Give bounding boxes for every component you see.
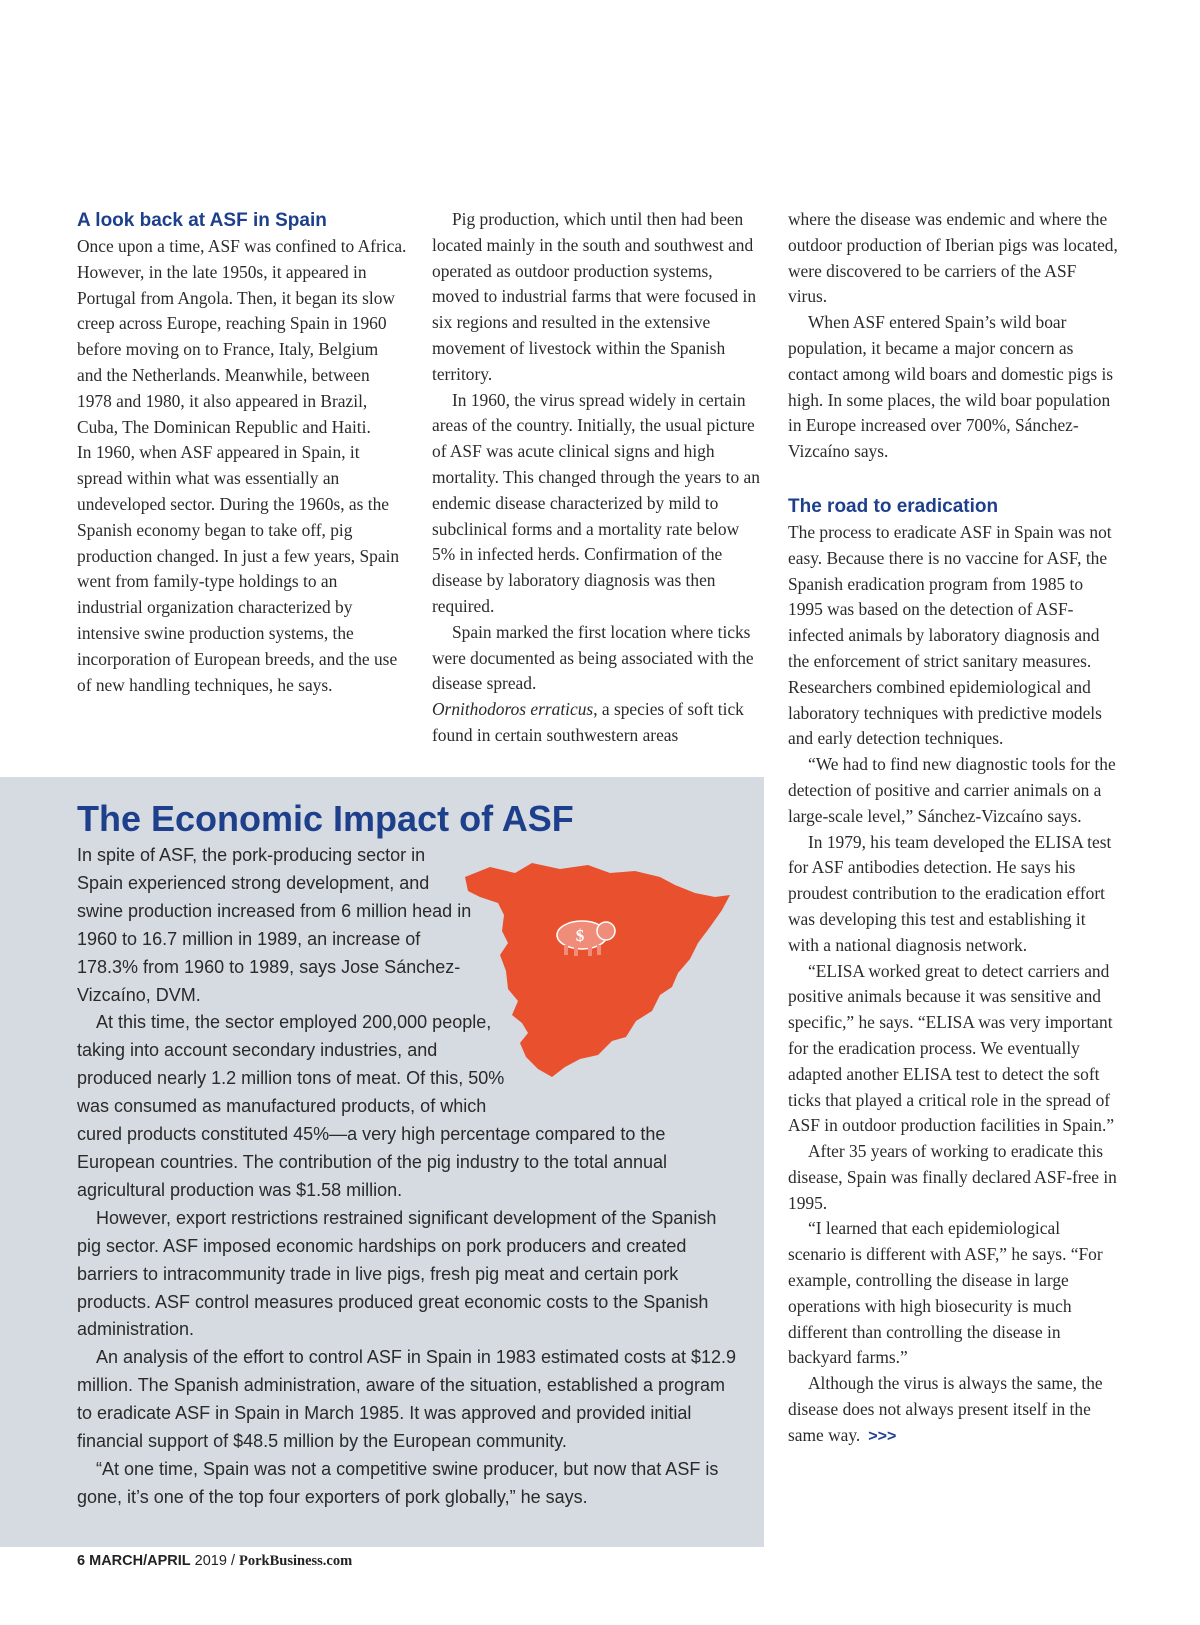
pig-leg [564, 945, 568, 955]
paragraph: Pig production, which until then had been located mainly in the south and southwest and operated as outdoor production systems, moved to industrial farms that were focused in six regions and resulted in the extensive movement of livestock within the Spanish territory. [432, 209, 757, 384]
paragraph: The process to eradicate ASF in Spain was not easy. Because there is no vaccine for ASF, the Spanish eradication program from 1985 to 1995 was based on the detection of ASF-infected animals by laboratory diagnosis and the enforcement of strict sanitary measures. Researchers combined epidemiological and laboratory techniques with predictive models and early detection techniques. [788, 521, 1112, 749]
paragraph: “We had to find new diagnostic tools for the detection of positive and carrier animals on a large-scale level,” Sánchez-Vizcaíno says. [788, 754, 1116, 826]
species-name: Ornithodoros erraticus [432, 699, 594, 720]
pig-leg [574, 946, 578, 956]
paragraph: Once upon a time, ASF was confined to Africa. However, in the late 1950s, it appeared in Portugal from Angola. Then, it began its slow creep across Europe, reaching Spain in 1960 before moving on to France, Italy, Belgium and the Netherlands. Meanwhile, between 1978 and 1980, it also appeared in Brazil, Cuba, The Dominican Republic and Haiti. [77, 236, 407, 437]
paragraph: In 1979, his team developed the ELISA test for ASF antibodies detection. He says his proudest contribution to the eradication effort was developing this test and establishing it with a national diagnosis network. [788, 831, 1112, 955]
paragraph: However, export restrictions restrained significant development of the Spanish pig sector. ASF imposed economic hardships on pork producers and created barriers to intracommunity trade in live pigs, fresh pig meat and certain pork products. ASF control measures produced great economic costs to the Spanish administration. [77, 1207, 717, 1340]
paragraph: where the disease was endemic and where the outdoor production of Iberian pigs was located, were discovered to be carriers of the ASF virus. [788, 209, 1118, 307]
paragraph: An analysis of the effort to control ASF in Spain in 1983 estimated costs at $12.9 million. The Spanish administration, aware of the situation, established a program to eradicate ASF in Spain in March 1985. It was approved and provided initial financial support of $48.5 million by the European community. [77, 1347, 737, 1452]
column-2 [432, 207, 762, 749]
paragraph: When ASF entered Spain’s wild boar population, it became a major concern as contact among wild boars and domestic pigs is high. In some places, the wild boar population in Europe increased over 700%, Sánchez-Vizcaíno says. [788, 312, 1114, 462]
paragraph [432, 697, 762, 749]
last-paragraph-text: Although the virus is always the same, the disease does not always present itself in the same way. [788, 1373, 1103, 1445]
column-3 [788, 207, 1118, 1450]
pig-leg [588, 946, 592, 956]
spain-shape [465, 863, 730, 1077]
site-name: PorkBusiness.com [239, 1553, 353, 1569]
column-1 [77, 207, 407, 698]
paragraph: “I learned that each epidemiological scenario is different with ASF,” he says. “For example, controlling the disease in large operations with high biosecurity is much different than controlling the disease in backyard farms.” [788, 1218, 1103, 1368]
page-footer [77, 1553, 352, 1570]
continue-arrow-icon: >>> [868, 1427, 897, 1445]
paragraph: After 35 years of working to eradicate this disease, Spain was finally declared ASF-free in 1995. [788, 1141, 1117, 1213]
paragraph: At this time, the sector employed 200,000 people, taking into account secondary industries, and produced nearly 1.2 million tons of meat. Of this, 50% was consumed as manufactured products, of which cured products constituted 45%—a very high percentage compared to the European countries. The contribution of the pig industry to the total annual agricultural production was $1.58 million. [77, 1012, 668, 1200]
paragraph: In 1960, the virus spread widely in certain areas of the country. Initially, the usual picture of ASF was acute clinical signs and high mortality. This changed through the years to an endemic disease characterized by mild to subclinical forms and a mortality rate below 5% in infected herds. Confirmation of the disease by laboratory diagnosis was then required. [432, 389, 760, 616]
issue-year: 2019 [194, 1553, 227, 1569]
issue-label: MARCH/APRIL [89, 1553, 191, 1569]
footer-separator: / [230, 1553, 235, 1569]
sidebar-title: The Economic Impact of ASF [77, 798, 574, 839]
pig-dollar-sign: $ [575, 926, 585, 945]
paragraph: In 1960, when ASF appeared in Spain, it spread within what was essentially an undeveloped sector. During the 1960s, as the Spanish economy began to take off, pig production changed. In just a few years, Spain went from family-type holdings to an industrial organization characterized by intensive swine production systems, the incorporation of European breeds, and the use of new handling techniques, he says. [77, 442, 400, 695]
spain-map-icon [460, 855, 740, 1087]
section-heading-road-to-eradication: The road to eradication [788, 495, 999, 517]
section-heading-asf-in-spain: A look back at ASF in Spain [77, 210, 327, 231]
pig-head [597, 922, 615, 940]
species-description: , a species of soft tick found in certain southwestern areas [432, 699, 744, 745]
paragraph: “At one time, Spain was not a competitive swine producer, but now that ASF is gone, it’s one of the top four exporters of pork globally,” he says. [77, 1458, 719, 1507]
page-number: 6 [77, 1553, 86, 1569]
paragraph: Spain marked the first location where ticks were documented as being associated with the disease spread. [432, 621, 754, 694]
paragraph [788, 1371, 1118, 1449]
paragraph: In spite of ASF, the pork-producing sector in Spain experienced strong development, and swine production increased from 6 million head in 1960 to 16.7 million in 1989, an increase of 178.3% from 1960 to 1989, says Jose Sánchez-Vizcaíno, DVM. [77, 845, 472, 1005]
paragraph: “ELISA worked great to detect carriers and positive animals because it was sensitive and specific,” he says. “ELISA was very important for the eradication process. We eventually adapted another ELISA test to detect the soft ticks that played a critical role in the spread of ASF in outdoor production facilities in Spain.” [788, 960, 1115, 1136]
pig-leg [597, 945, 601, 955]
